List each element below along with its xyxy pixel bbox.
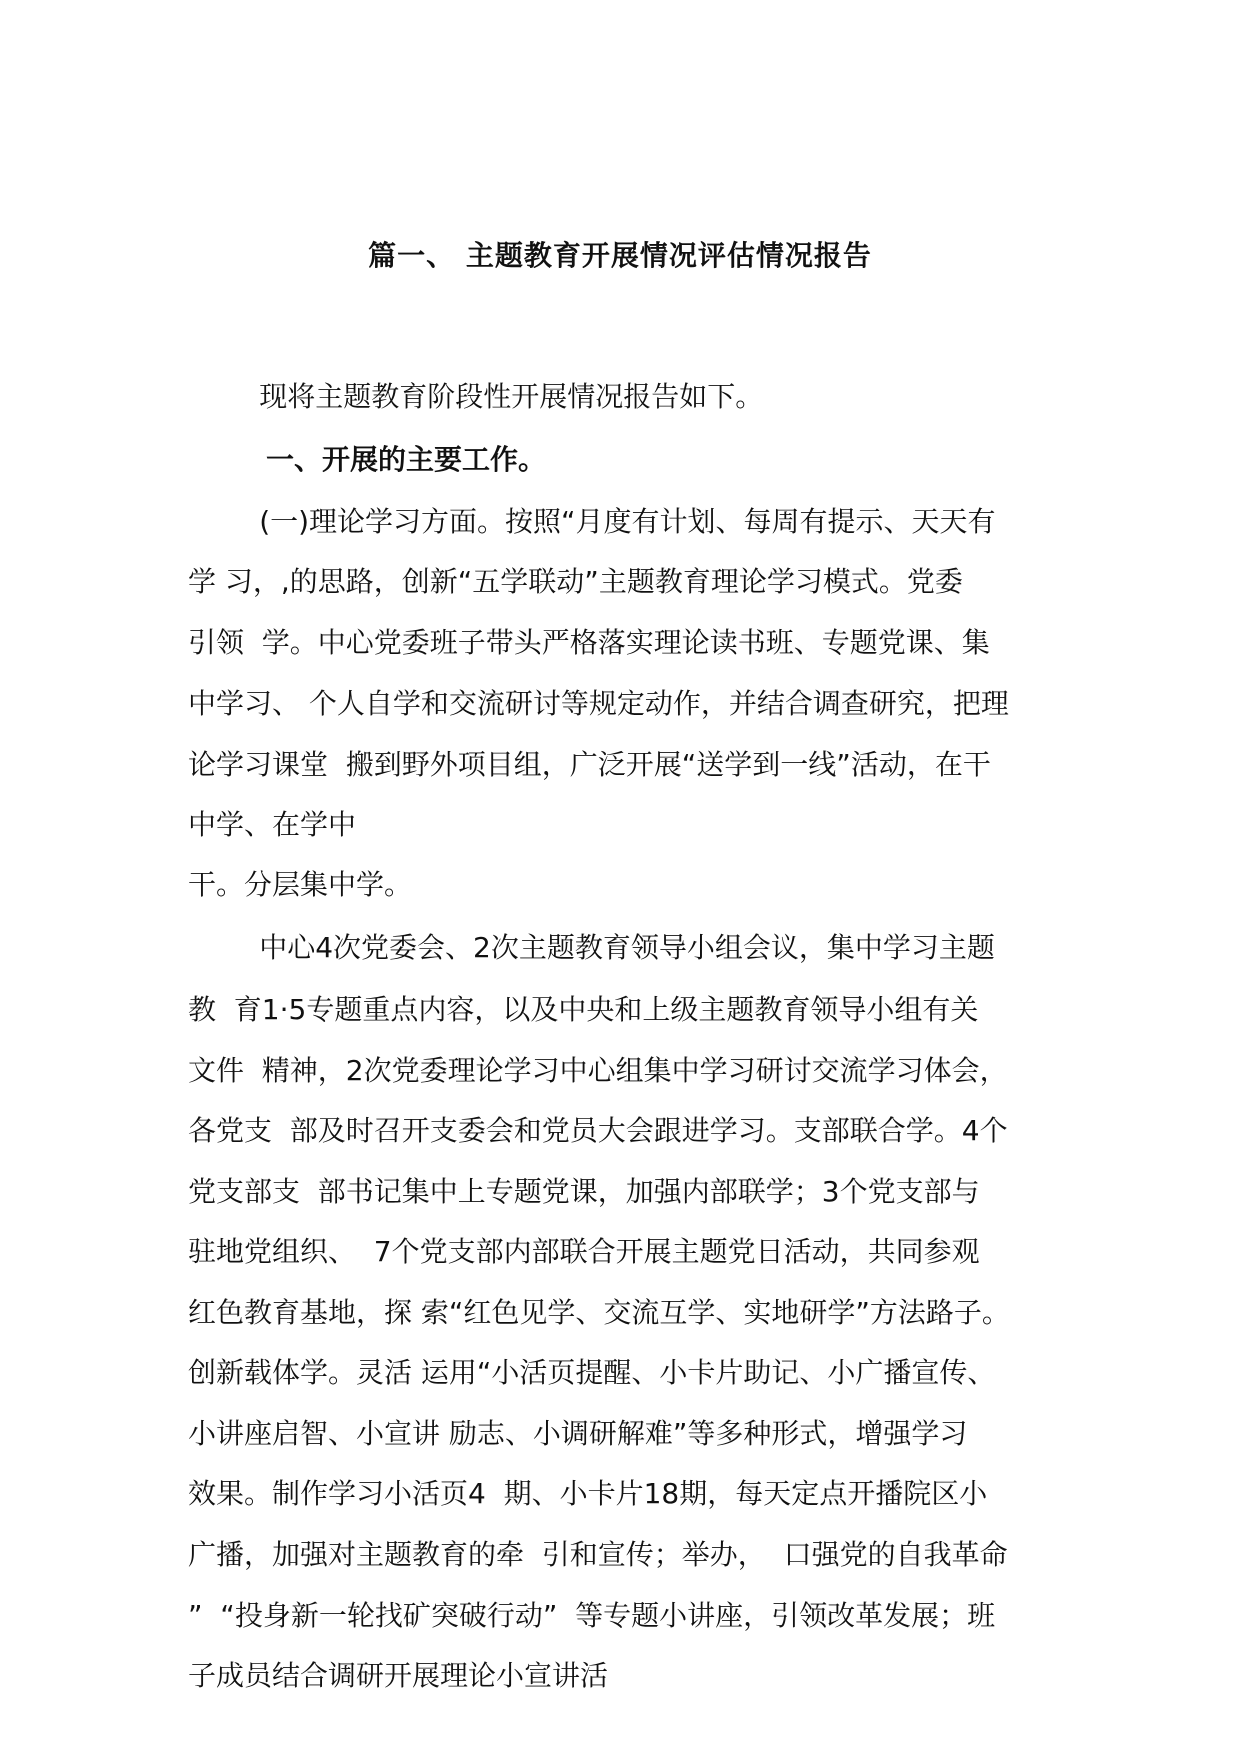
document-title: 篇一、 主题教育开展情况评估情况报告 [368, 239, 872, 272]
paragraph-line: 论学习课堂 搬到野外项目组，广泛开展“送学到一线”活动，在干 [188, 748, 991, 781]
paragraph-line: 各党支 部及时召开支委会和党员大会跟进学习。支部联合学。4个 [188, 1114, 1008, 1147]
paragraph-line: 效果。制作学习小活页4 期、小卡片18期，每天定点开播院区小 [188, 1477, 988, 1510]
paragraph-line: 红色教育基地，探 索“红色见学、交流互学、实地研学”方法路子。 [188, 1296, 1010, 1329]
paragraph-line: 子成员结合调研开展理论小宣讲活 [188, 1659, 609, 1692]
paragraph-line: 引领 学。中心党委班子带头严格落实理论读书班、专题党课、集 [188, 626, 990, 659]
paragraph-line: 干。分层集中学。 [188, 868, 413, 901]
paragraph-line: 现将主题教育阶段性开展情况报告如下。 [188, 380, 764, 413]
paragraph-line: (一)理论学习方面。按照“月度有计划、每周有提示、天天有 [188, 505, 996, 538]
paragraph-line: 广播，加强对主题教育的牵 引和宣传；举办， 口强党的自我革命 [188, 1538, 1008, 1571]
paragraph-line: 驻地党组织、 7个党支部内部联合开展主题党日活动，共同参观 [188, 1235, 980, 1268]
paragraph-line: 中心4次党委会、2次主题教育领导小组会议，集中学习主题 [188, 931, 995, 964]
paragraph-line: ” “投身新一轮找矿突破行动” 等专题小讲座，引领改革发展；班 [188, 1599, 996, 1632]
paragraph-line: 学 习，,的思路，创新“五学联动”主题教育理论学习模式。党委 [188, 565, 963, 598]
paragraph-line: 中学习、 个人自学和交流研讨等规定动作，并结合调查研究，把理 [188, 687, 1009, 720]
paragraph-line: 中学、在学中 [188, 808, 357, 841]
paragraph-line: 教 育1·5专题重点内容，以及中央和上级主题教育领导小组有关 [188, 993, 979, 1026]
paragraph-line: 党支部支 部书记集中上专题党课，加强内部联学；3个党支部与 [188, 1175, 980, 1208]
paragraph-line: 小讲座启智、小宣讲 励志、小调研解难”等多种形式，增强学习 [188, 1417, 968, 1450]
paragraph-line: 创新载体学。灵活 运用“小活页提醒、小卡片助记、小广播宣传、 [188, 1356, 996, 1389]
paragraph-line: 文件 精神，2次党委理论学习中心组集中学习研讨交流学习体会， [188, 1054, 1008, 1087]
section-heading: 一、开展的主要工作。 [188, 443, 546, 476]
